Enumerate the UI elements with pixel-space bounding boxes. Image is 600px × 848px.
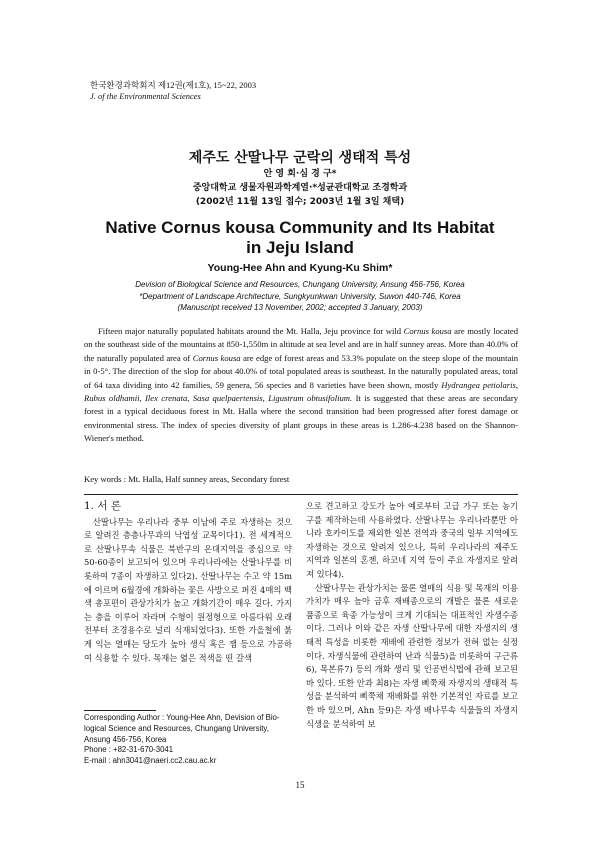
page-number: 15 <box>295 780 305 790</box>
journal-reference <box>90 80 256 102</box>
section-heading: 1. 서 론 <box>84 500 121 512</box>
section-divider <box>84 494 518 495</box>
journal-ref-english: J. of the Environmental Sciences <box>90 91 201 101</box>
corr-line3: Ansung 456-756, Korea <box>84 734 167 744</box>
intro-paragraph-continued: 으로 견고하고 강도가 높아 예로부터 고급 가구 또는 농기구를 제작하는데 사용하였다. 산딸나무는 우리나라뿐만 아니라 호카이도를 제외한 일본 전역과 중국의 일부 지역에도 자생하는 것으로 알려져 있으나, 특히 우리나라의 제주도 지역과 일본의 혼젠, 하코네 지역 등이 주요 자생지로 알려져 있다4). <box>306 501 518 579</box>
abstract-text-4: It is suggested that these areas are secondary forest in a typical deciduous forest in Mt. Halla where the second transition had been progressed after forest damage or environmental stress. The index of species diversity of plant groups in these areas is 1.286-4.238 based on the Shannon-Wiener's method. <box>84 393 518 444</box>
english-authors: Young-Hee Ahn and Kyung-Ku Shim* <box>207 262 393 274</box>
corr-line1: Corresponding Author : Young-Hee Ahn, Devision of Bio- <box>84 713 280 722</box>
affiliation-line1: Devision of Biological Science and Resources, Chungang University, Ansung 456-756, Korea <box>135 280 465 289</box>
abstract-text-2: are mostly located on the southeast side of the mountains at 850-1,550m in altitude at sea level and are in half sunney areas. More than 40.0% of the naturally populated area of <box>84 326 519 363</box>
corr-phone: Phone : +82-31-670-3041 <box>84 745 174 755</box>
footnote-rule <box>84 710 156 711</box>
intro-paragraph-2: 산딸나무는 관상가치는 물론 열매의 식용 및 목재의 이용가치가 매우 높아 금후 재배종으로의 개발은 물론 새로운 품종으로 육종 가능성이 크게 기대되는 대표적인 자생수종이다. 그러나 이와 같은 자생 산딸나무에 대한 자생지의 생태적 특성을 비롯한 재배에 관련한 정보가 전혀 없는 실정이다. 자생식물에 관련하여 난과 식물5)을 비롯하여 구근류6), 목본류7) 등의 개화 생리 및 인공번식법에 관해 보고된 바 있다. 또한 안과 최8)는 자생 삐쭉채 자생지의 생태적 특성을 분석하여 삐쭉채 재배화를 위한 기본적인 자료를 보고한 바 있으며, Ahn 등9)은 자생 배나무속 식물들의 자생지 식생을 분석하여 보 <box>306 582 518 729</box>
abstract-species-2: Cornus kousa <box>192 352 241 363</box>
right-column <box>306 500 518 731</box>
corresponding-author <box>84 713 294 767</box>
abstract-species-3: Hydrangea petiolaris, Rubus oldhamii, Ilex crenata, Sasa quelpaertensis, Ligustrum obtusifolium. <box>84 379 518 404</box>
corr-email: E-mail : ahn3041@naeri.cc2.cau.ac.kr <box>84 756 217 766</box>
abstract <box>84 325 518 446</box>
korean-authors: 안 영 희·심 경 구* <box>263 169 337 179</box>
intro-paragraph-1: 산딸나무는 우리나라 중부 이남에 주로 자생하는 것으로 알려진 층층나무과의 낙엽성 교목이다1). 전 세계적으로 산딸나무속 식물은 북반구의 온대지역을 중심으로 약 50-60종이 보고되어 있으며 우리나라에는 산딸나무를 비롯하여 7종이 자생하고 있다2). 산딸나무는 수고 약 15m에 이르며 6월경에 개화하는 꽃은 사방으로 퍼진 4매의 백색 총포편이 관상가치가 높고 개화기간이 매우 길다. 가지는 층을 이루어 자라며 수형이 원정형으로 아름다워 오래전부터 조경용수로 널리 식재되었다3). 또한 가을철에 붉게 익는 열매는 당도가 높아 생식 혹은 잼 등으로 가공하여 식용할 수 있다. 목재는 엷은 적색을 띤 갈색 <box>84 516 292 663</box>
korean-title: 제주도 산딸나무 군락의 생태적 특성 <box>188 150 412 166</box>
abstract-paragraph <box>84 325 518 446</box>
english-affiliations <box>0 279 600 314</box>
journal-ref-korean: 한국환경과학회지 제12권(제1호), 15~22, 2003 <box>90 80 257 90</box>
korean-dates: (2002년 11월 13일 접수; 2003년 1월 3일 채택) <box>195 197 405 207</box>
abstract-text-1: Fifteen major naturally populated habitats around the Mt. Halla, Jeju province for wild <box>98 326 404 336</box>
english-title-line2: in Jeju Island <box>246 238 354 257</box>
abstract-species-1: Cornus kousa <box>403 326 452 336</box>
abstract-text-3: are edge of forest areas and 53.3% populate on the steep slope of the mountain in 0-5°. The direction of the slop for about 40.0% of total populated areas is southeast. In the naturally populated areas, total of 64 taxa dividing into 42 families, 59 genera, 56 species and 8 varieties have been shown, mostly <box>84 352 518 390</box>
keywords: Key words : Mt. Halla, Half sunney areas, Secondary forest <box>84 474 290 484</box>
english-title <box>0 218 600 258</box>
english-title-line1: Native Cornus kousa Community and Its Habitat <box>105 218 495 237</box>
corr-line2: logical Science and Resources, Chungang University, <box>84 723 269 733</box>
affiliation-line2: *Department of Landscape Architecture, Sungkyunkwan University, Suwon 440-746, Korea <box>139 291 461 301</box>
left-column <box>84 500 292 665</box>
korean-affiliation: 중앙대학교 생물자원과학계열·*성균관대학교 조경학과 <box>192 183 408 193</box>
manuscript-dates: (Manuscript received 13 November, 2002; accepted 3 January, 2003) <box>177 303 423 312</box>
